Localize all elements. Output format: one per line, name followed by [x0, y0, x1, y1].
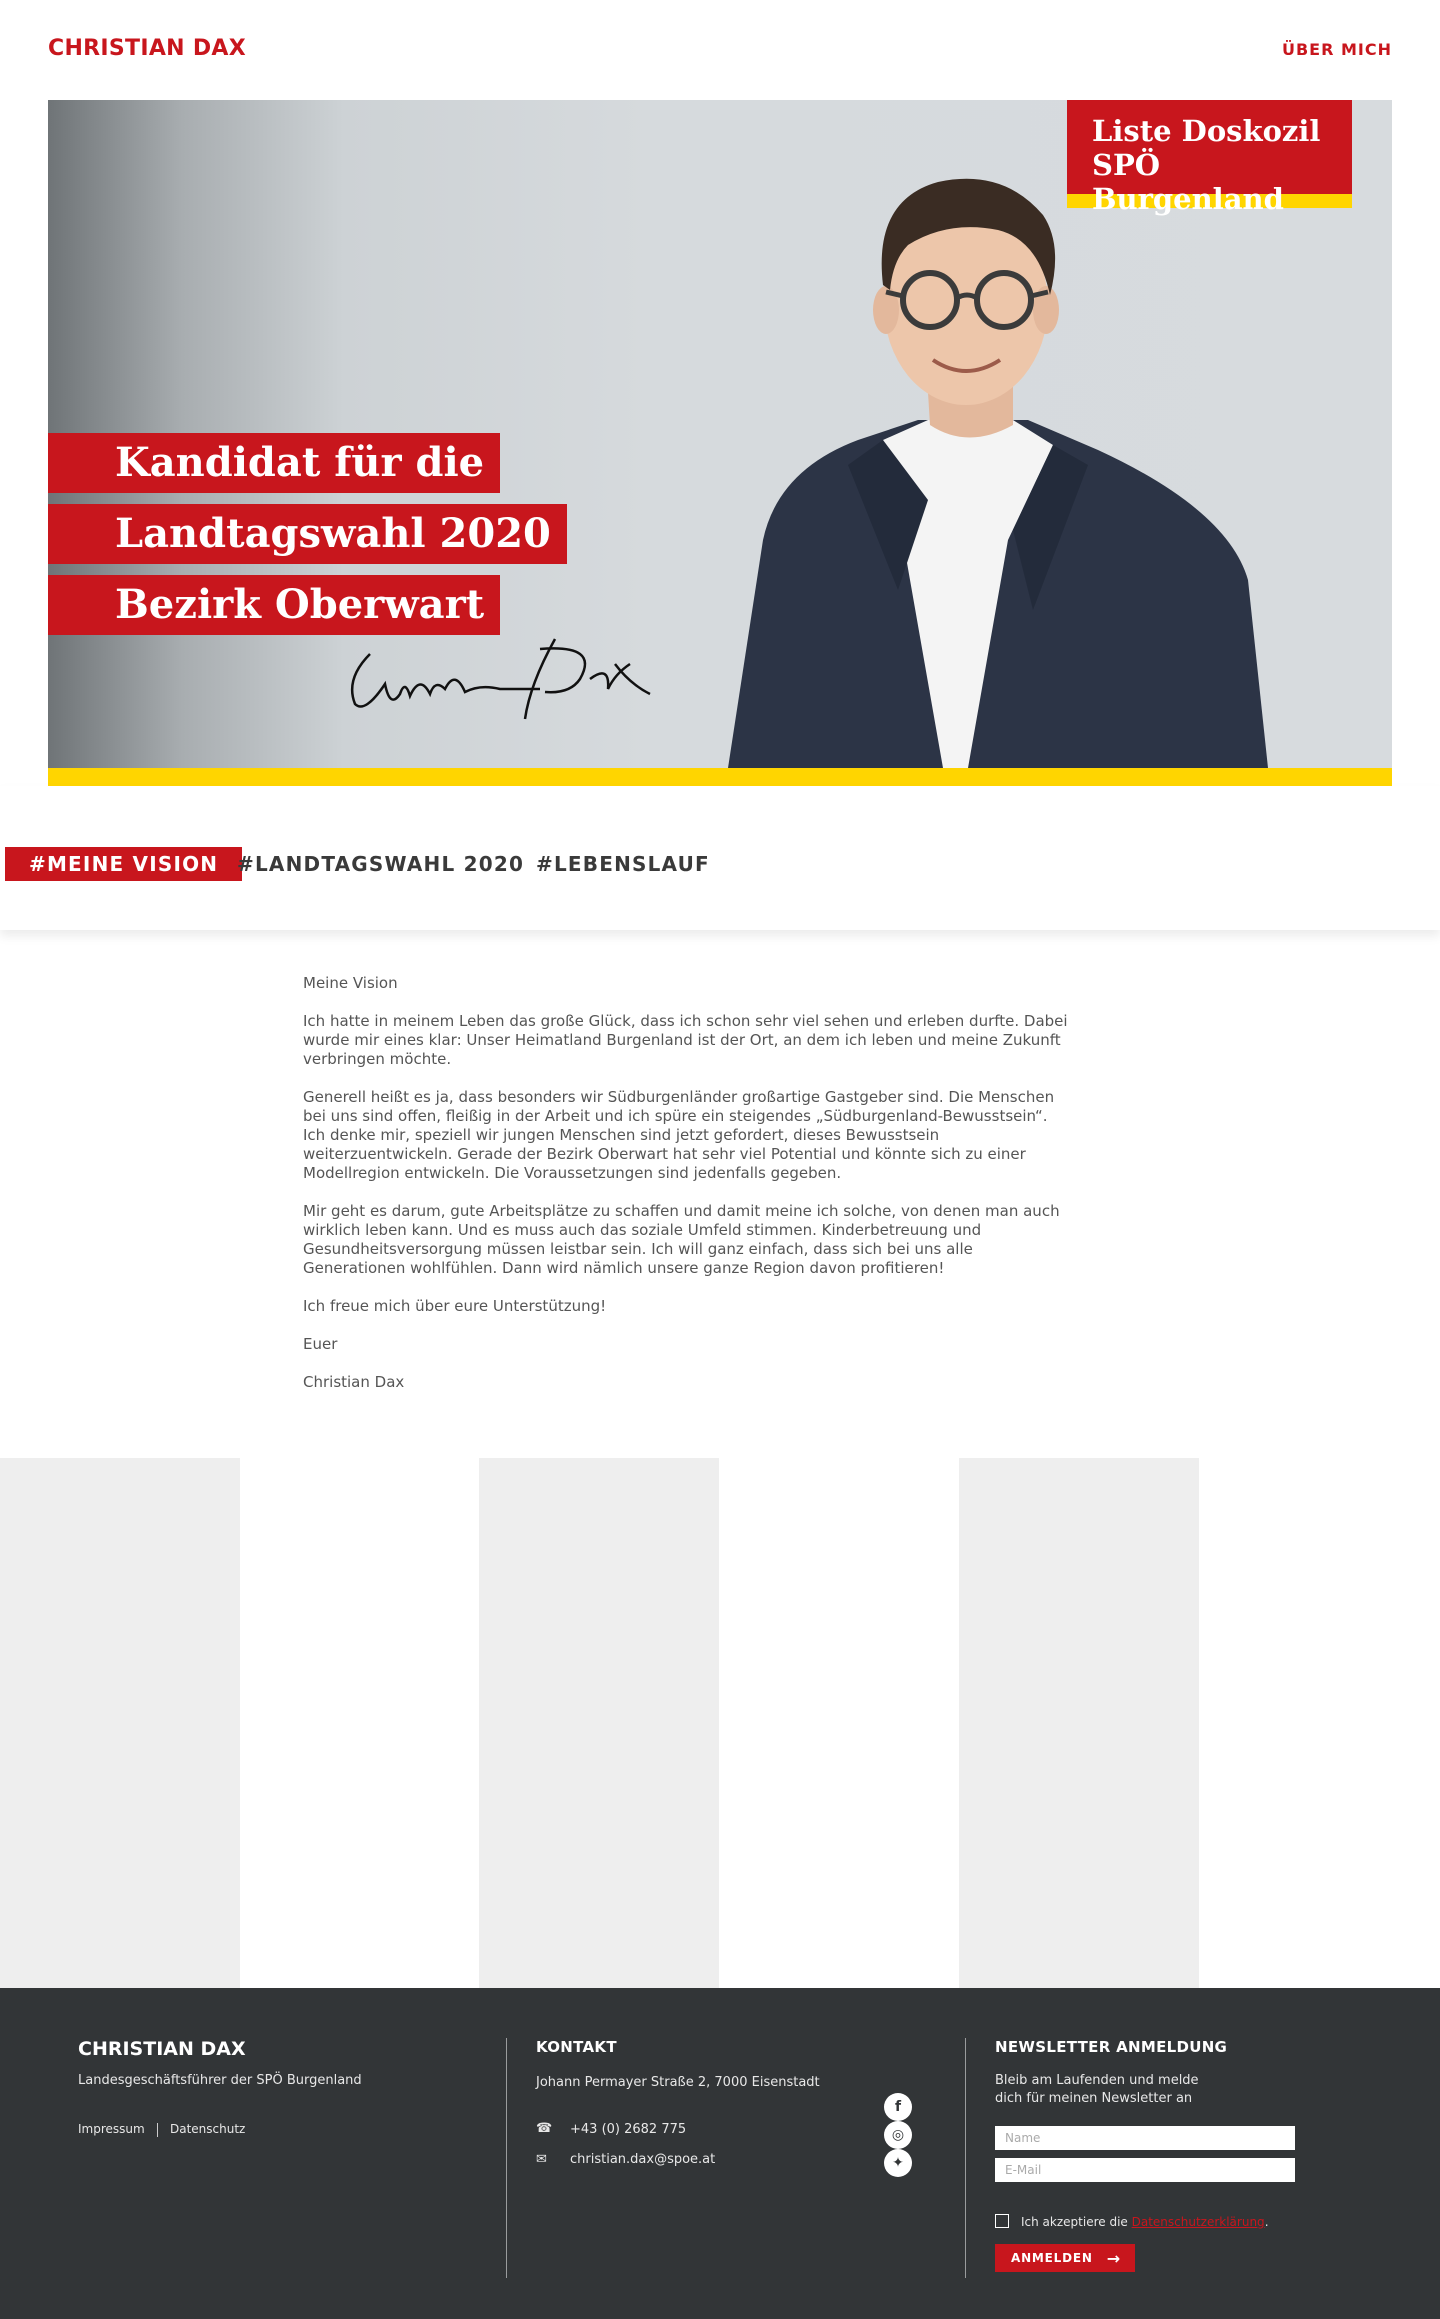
tab-landtagswahl-2020[interactable]: #LANDTAGSWAHL 2020 [237, 852, 525, 876]
mail-icon: ✉ [536, 2152, 547, 2167]
tab-lebenslauf[interactable]: #LEBENSLAUF [536, 852, 710, 876]
site-header [0, 0, 1440, 100]
image-placeholder [0, 1458, 240, 1988]
newsletter-email-input[interactable] [995, 2158, 1295, 2182]
content-paragraph: Mir geht es darum, gute Arbeitsplätze zu schaffen und damit meine ich solche, von denen man auch wirklich leben kann. Und es muss auch das soziale Umfeld stimmen. Kinderbetreuung und Gesundheitsversorgung müssen leistbar sein. Ich will ganz einfach, dass sich bei uns alle Generationen wohlfühlen. Dann wird nämlich unsere ganze Region davon profitieren! [303, 1202, 1060, 1277]
content-title: Meine Vision [303, 974, 398, 992]
tab-meine-vision[interactable]: #MEINE VISION [5, 847, 242, 881]
contact-phone[interactable]: +43 (0) 2682 775 [570, 2122, 687, 2137]
hero-banner [48, 100, 1392, 768]
vision-content [303, 974, 1073, 1411]
hero-line-2: Landtagswahl 2020 [48, 504, 567, 564]
badge-line-1: Liste Doskozil [1092, 114, 1321, 148]
footer-divider [965, 2038, 966, 2278]
site-logo[interactable]: CHRISTIAN DAX [48, 36, 246, 61]
newsletter-submit-button[interactable] [995, 2244, 1135, 2272]
content-paragraph: Ich hatte in meinem Leben das große Glück, dass ich schon sehr viel sehen und erleben durfte. Dabei wurde mir eines klar: Unser Heimatland Burgenland ist der Ort, an dem ich leben und meine Zukunft verbringen möchte. [303, 1012, 1068, 1068]
twitter-icon[interactable]: ✦ [884, 2149, 912, 2177]
datenschutz-link[interactable]: Datenschutz [169, 2122, 246, 2136]
content-paragraph: Generell heißt es ja, dass besonders wir Südburgenländer großartige Gastgeber sind. Die Menschen bei uns sind offen, fleißig in der Arbeit und ich spüre ein steigendes „Südburgenland-Bewusstsein“. Ich denke mir, speziell wir jungen Menschen sind jetzt gefordert, dieses Bewusstsein weiterzuentwickeln. Gerade der Bezirk Oberwart hat sehr viel Potential und könnte sich zu einer Modellregion entwickeln. Die Voraussetzungen sind jedenfalls gegeben. [303, 1088, 1055, 1182]
link-divider [157, 2123, 158, 2137]
image-placeholder [479, 1458, 719, 1988]
newsletter-heading: NEWSLETTER ANMELDUNG [995, 2038, 1228, 2056]
content-paragraph: Christian Dax [303, 1373, 405, 1391]
consent-prefix: Ich akzeptiere die [1021, 2215, 1128, 2229]
privacy-policy-link[interactable]: Datenschutzerklärung [1131, 2215, 1265, 2229]
phone-icon: ☎ [536, 2121, 553, 2136]
impressum-link[interactable]: Impressum [78, 2122, 145, 2136]
signature-image [340, 634, 670, 724]
contact-heading: KONTAKT [536, 2038, 617, 2056]
newsletter-text-1: Bleib am Laufenden und melde [995, 2073, 1199, 2088]
contact-email[interactable]: christian.dax@spoe.at [570, 2152, 716, 2167]
hero-line-1: Kandidat für die [48, 433, 500, 493]
submit-label: ANMELDEN [1011, 2251, 1093, 2265]
footer-name: CHRISTIAN DAX [78, 2038, 246, 2060]
badge-line-2: SPÖ Burgenland [1092, 148, 1284, 216]
footer-divider [506, 2038, 507, 2278]
consent-suffix: . [1264, 2215, 1269, 2229]
consent-checkbox[interactable] [995, 2214, 1009, 2228]
consent-text [1021, 2213, 1269, 2231]
arrow-right-icon: → [1106, 2248, 1121, 2268]
facebook-icon[interactable]: f [884, 2093, 912, 2121]
hero-line-3: Bezirk Oberwart [48, 575, 500, 635]
nav-link-about[interactable]: ÜBER MICH [1281, 40, 1392, 59]
footer-legal-links [78, 2120, 245, 2139]
footer-subtitle: Landesgeschäftsführer der SPÖ Burgenland [78, 2073, 362, 2088]
section-tabs [0, 786, 1440, 930]
content-paragraph: Euer [303, 1335, 338, 1353]
hero-yellow-stripe [48, 768, 1392, 786]
candidate-portrait [668, 120, 1288, 768]
instagram-icon[interactable]: ◎ [884, 2121, 912, 2149]
newsletter-name-input[interactable] [995, 2126, 1295, 2150]
newsletter-text-2: dich für meinen Newsletter an [995, 2091, 1193, 2106]
content-paragraph: Ich freue mich über eure Unterstützung! [303, 1297, 607, 1315]
party-badge [1067, 100, 1352, 216]
image-placeholder [959, 1458, 1199, 1988]
contact-address: Johann Permayer Straße 2, 7000 Eisenstadt [536, 2075, 820, 2090]
